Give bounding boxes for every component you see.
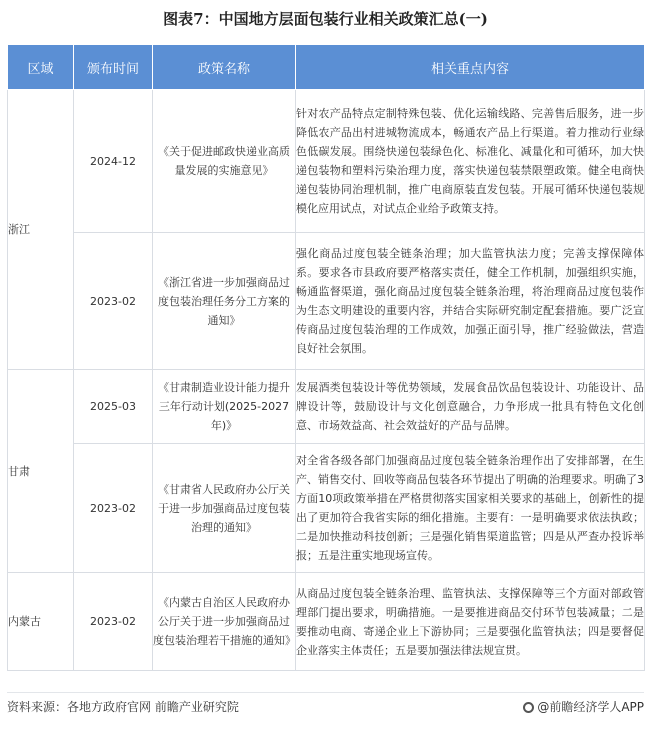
content-cell: 针对农产品特点定制特殊包装、优化运输线路、完善售后服务，进一步降低农产品出村进城物流成本，畅通农产品上行渠道。着力推动行业绿色低碳发展。围绕快递包装绿色化、标准化、减量化和可循环，加大快递包装物和塑料污染治理力度，落实快递包装禁限塑政策。健全电商快递包装协同治理机制，推广电商原装直发包装。开展可循环快递包装规模化应用试点，对试点企业给予政策支持。	[296, 90, 645, 233]
content-cell: 强化商品过度包装全链条治理；加大监管执法力度；完善支撑保障体系。要求各市县政府要严格落实责任，健全工作机制，加强组织实施，畅通监督渠道，强化商品过度包装全链条治理，将治理商品过度包装作为生态文明建设的重要内容，并结合实际研究制定配套措施。要广泛宣传商品过度包装治理的工作成效，加强正面引导，推广经验做法，营造良好社会氛围。	[296, 233, 645, 370]
policy-name-cell: 《内蒙古自治区人民政府办公厅关于进一步加强商品过度包装治理若干措施的通知》	[153, 573, 296, 671]
source-note: 资料来源：各地方政府官网 前瞻产业研究院	[7, 700, 239, 714]
footer-divider	[7, 692, 644, 693]
date-cell: 2023-02	[74, 573, 153, 671]
region-cell: 浙江	[8, 90, 74, 370]
date-cell: 2023-02	[74, 444, 153, 573]
policy-name-cell: 《关于促进邮政快递业高质量发展的实施意见》	[153, 90, 296, 233]
table-row	[8, 370, 645, 444]
table-row	[8, 233, 645, 370]
date-cell: 2023-02	[74, 233, 153, 370]
region-cell: 甘肃	[8, 370, 74, 573]
table-header-row	[8, 45, 645, 90]
date-cell: 2024-12	[74, 90, 153, 233]
header-date: 颁布时间	[74, 45, 153, 90]
chart-title: 图表7：中国地方层面包装行业相关政策汇总(一)	[163, 10, 488, 28]
brand-credit	[523, 698, 644, 715]
content-cell: 发展酒类包装设计等优势领域，发展食品饮品包装设计、功能设计、品牌设计等，鼓励设计与文化创意融合，力争形成一批具有特色文化创意、市场效益高、社会效益好的产品与品牌。	[296, 370, 645, 444]
policy-name-cell: 《甘肃省人民政府办公厅关于进一步加强商品过度包装治理的通知》	[153, 444, 296, 573]
table-row	[8, 573, 645, 671]
policy-name-cell: 《浙江省进一步加强商品过度包装治理任务分工方案的通知》	[153, 233, 296, 370]
footer	[7, 698, 644, 718]
content-cell: 从商品过度包装全链条治理、监管执法、支撑保障等三个方面对部政管理部门提出要求，明确措施。一是要推进商品交付环节包装减量；二是要推动电商、寄递企业上下游协同；三是要强化监管执法；四是要督促企业落实主体责任；五是要加强法律法规宣贯。	[296, 573, 645, 671]
policy-table	[7, 44, 645, 671]
header-key-content: 相关重点内容	[296, 45, 645, 90]
header-policy-name: 政策名称	[153, 45, 296, 90]
region-cell: 内蒙古	[8, 573, 74, 671]
date-cell: 2025-03	[74, 370, 153, 444]
content-cell: 对全省各级各部门加强商品过度包装全链条治理作出了安排部署，在生产、销售交付、回收等商品包装各环节提出了明确的治理要求。明确了3方面10项政策举措在严格贯彻落实国家相关要求的基础上，创新性的提出了更加符合我省实际的细化措施。主要有：一是明确要求依法执政；二是加快推动科技创新；三是强化销售渠道监管；四是从严查办投诉举报；五是注重实地现场宣传。	[296, 444, 645, 573]
brand-logo-icon	[523, 702, 534, 713]
brand-label: @前瞻经济学人APP	[537, 700, 644, 714]
table-row	[8, 444, 645, 573]
table-row	[8, 90, 645, 233]
header-region: 区域	[8, 45, 74, 90]
policy-name-cell: 《甘肃制造业设计能力提升三年行动计划(2025-2027年)》	[153, 370, 296, 444]
